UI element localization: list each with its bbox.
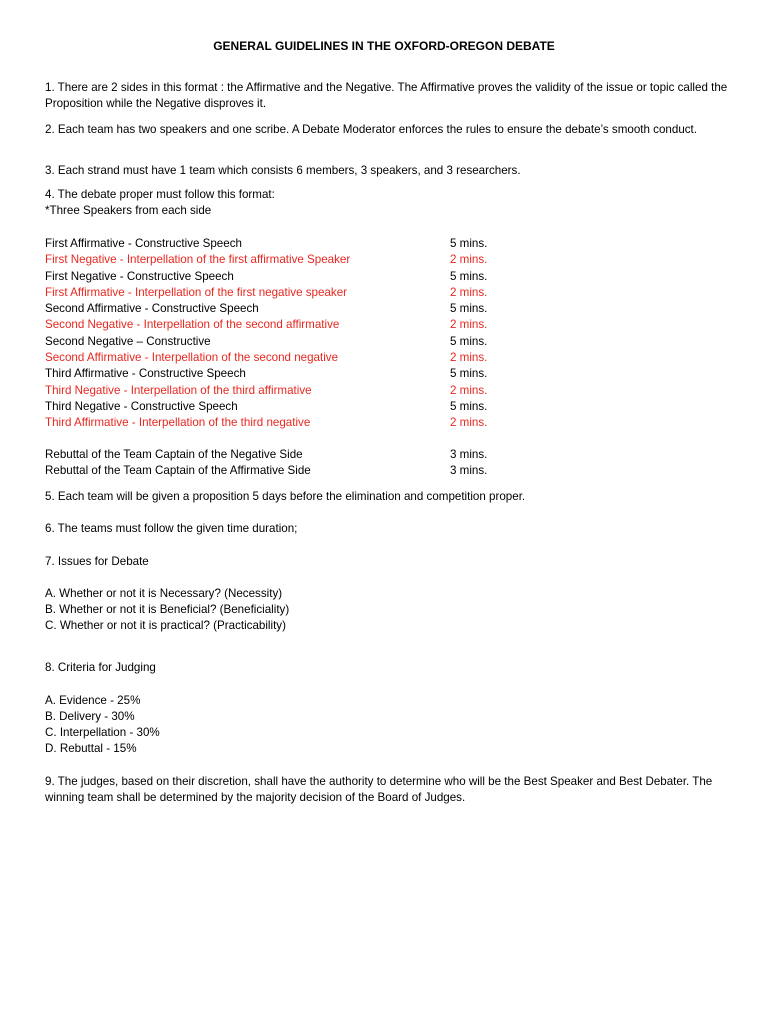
schedule-row bbox=[45, 415, 745, 431]
schedule-speech: Third Negative - Constructive Speech bbox=[45, 399, 238, 413]
schedule-speech: Third Affirmative - Constructive Speech bbox=[45, 367, 246, 381]
list-item: B. Delivery - 30% bbox=[45, 710, 135, 723]
schedule-speech: Second Affirmative - Interpellation of the second negative bbox=[45, 351, 339, 365]
schedule-duration: 2 mins. bbox=[450, 318, 488, 332]
rebuttal-duration: 3 mins. bbox=[450, 464, 488, 478]
schedule-row bbox=[45, 399, 745, 415]
guideline-5-text: 5. Each team will be given a proposition 5 days before the elimination and competition proper. bbox=[45, 490, 526, 503]
guideline-6 bbox=[45, 521, 745, 537]
schedule-speech: Second Negative – Constructive bbox=[45, 334, 211, 348]
rebuttal-row bbox=[45, 447, 745, 463]
schedule-speech: Third Affirmative - Interpellation of the third negative bbox=[45, 416, 311, 430]
guideline-2 bbox=[45, 122, 745, 138]
schedule-row bbox=[45, 252, 745, 268]
schedule-duration: 5 mins. bbox=[450, 334, 488, 348]
schedule-duration: 2 mins. bbox=[450, 285, 488, 299]
schedule-duration: 2 mins. bbox=[450, 253, 488, 267]
list-item: B. Whether or not it is Beneficial? (Beneficiality) bbox=[45, 603, 290, 616]
schedule-duration: 2 mins. bbox=[450, 351, 488, 365]
schedule-row bbox=[45, 366, 745, 382]
rebuttal-schedule bbox=[45, 447, 745, 480]
guideline-6-text: 6. The teams must follow the given time duration; bbox=[45, 522, 298, 535]
schedule-speech: First Affirmative - Constructive Speech bbox=[45, 237, 242, 250]
schedule-duration: 5 mins. bbox=[450, 237, 488, 250]
guideline-9 bbox=[45, 774, 745, 806]
guideline-8-heading: 8. Criteria for Judging bbox=[45, 661, 156, 674]
schedule-row bbox=[45, 236, 745, 252]
guideline-5 bbox=[45, 489, 745, 505]
list-item: D. Rebuttal - 15% bbox=[45, 742, 137, 755]
schedule-row bbox=[45, 301, 745, 317]
rebuttal-duration: 3 mins. bbox=[450, 448, 488, 461]
guideline-7 bbox=[45, 554, 745, 570]
schedule-row bbox=[45, 383, 745, 399]
schedule-duration: 2 mins. bbox=[450, 416, 488, 430]
document-title: GENERAL GUIDELINES IN THE OXFORD-OREGON DEBATE bbox=[213, 39, 555, 53]
schedule-duration: 5 mins. bbox=[450, 367, 488, 381]
schedule-speech: First Affirmative - Interpellation of the first negative speaker bbox=[45, 285, 348, 299]
guideline-2-text: 2. Each team has two speakers and one scribe. A Debate Moderator enforces the rules to ensure the debate’s smooth conduct. bbox=[45, 123, 698, 136]
schedule-duration: 5 mins. bbox=[450, 269, 488, 283]
guideline-4 bbox=[45, 187, 745, 219]
schedule-row bbox=[45, 285, 745, 301]
guideline-7-heading: 7. Issues for Debate bbox=[45, 555, 149, 568]
judging-criteria-list bbox=[45, 693, 745, 757]
schedule-speech: Second Negative - Interpellation of the second affirmative bbox=[45, 318, 340, 332]
list-item: C. Interpellation - 30% bbox=[45, 726, 160, 739]
guideline-8 bbox=[45, 660, 745, 676]
guideline-1 bbox=[45, 80, 745, 112]
list-item: A. Whether or not it is Necessary? (Necessity) bbox=[45, 587, 283, 600]
schedule-duration: 2 mins. bbox=[450, 383, 488, 397]
guideline-4-subheading: *Three Speakers from each side bbox=[45, 204, 212, 217]
schedule-speech: Third Negative - Interpellation of the third affirmative bbox=[45, 383, 312, 397]
guideline-9-text: 9. The judges, based on their discretion, shall have the authority to determine who will be the Best Speaker and Best Debater. The winning team shall be determined by the majority decision of the Board of Judges. bbox=[45, 775, 713, 804]
schedule-duration: 5 mins. bbox=[450, 399, 488, 413]
schedule-speech: First Negative - Interpellation of the first affirmative Speaker bbox=[45, 253, 351, 267]
schedule-speech: Second Affirmative - Constructive Speech bbox=[45, 302, 259, 316]
list-item: A. Evidence - 25% bbox=[45, 694, 141, 707]
schedule-duration: 5 mins. bbox=[450, 302, 488, 316]
schedule-row bbox=[45, 269, 745, 285]
debate-issues-list bbox=[45, 586, 745, 634]
schedule-speech: First Negative - Constructive Speech bbox=[45, 269, 234, 283]
guideline-3-text: 3. Each strand must have 1 team which consists 6 members, 3 speakers, and 3 researchers. bbox=[45, 164, 521, 177]
guideline-1-text: 1. There are 2 sides in this format : the Affirmative and the Negative. The Affirmative proves the validity of the issue or topic called the Proposition while the Negative disproves it. bbox=[45, 81, 728, 110]
schedule-row bbox=[45, 334, 745, 350]
schedule-row bbox=[45, 317, 745, 333]
rebuttal-row bbox=[45, 463, 745, 479]
list-item: C. Whether or not it is practical? (Practicability) bbox=[45, 619, 286, 632]
schedule-row bbox=[45, 350, 745, 366]
rebuttal-speech: Rebuttal of the Team Captain of the Affirmative Side bbox=[45, 464, 311, 478]
speech-schedule bbox=[45, 236, 745, 432]
guideline-4-heading: 4. The debate proper must follow this format: bbox=[45, 188, 275, 201]
rebuttal-speech: Rebuttal of the Team Captain of the Negative Side bbox=[45, 448, 303, 461]
guideline-3 bbox=[45, 163, 745, 179]
